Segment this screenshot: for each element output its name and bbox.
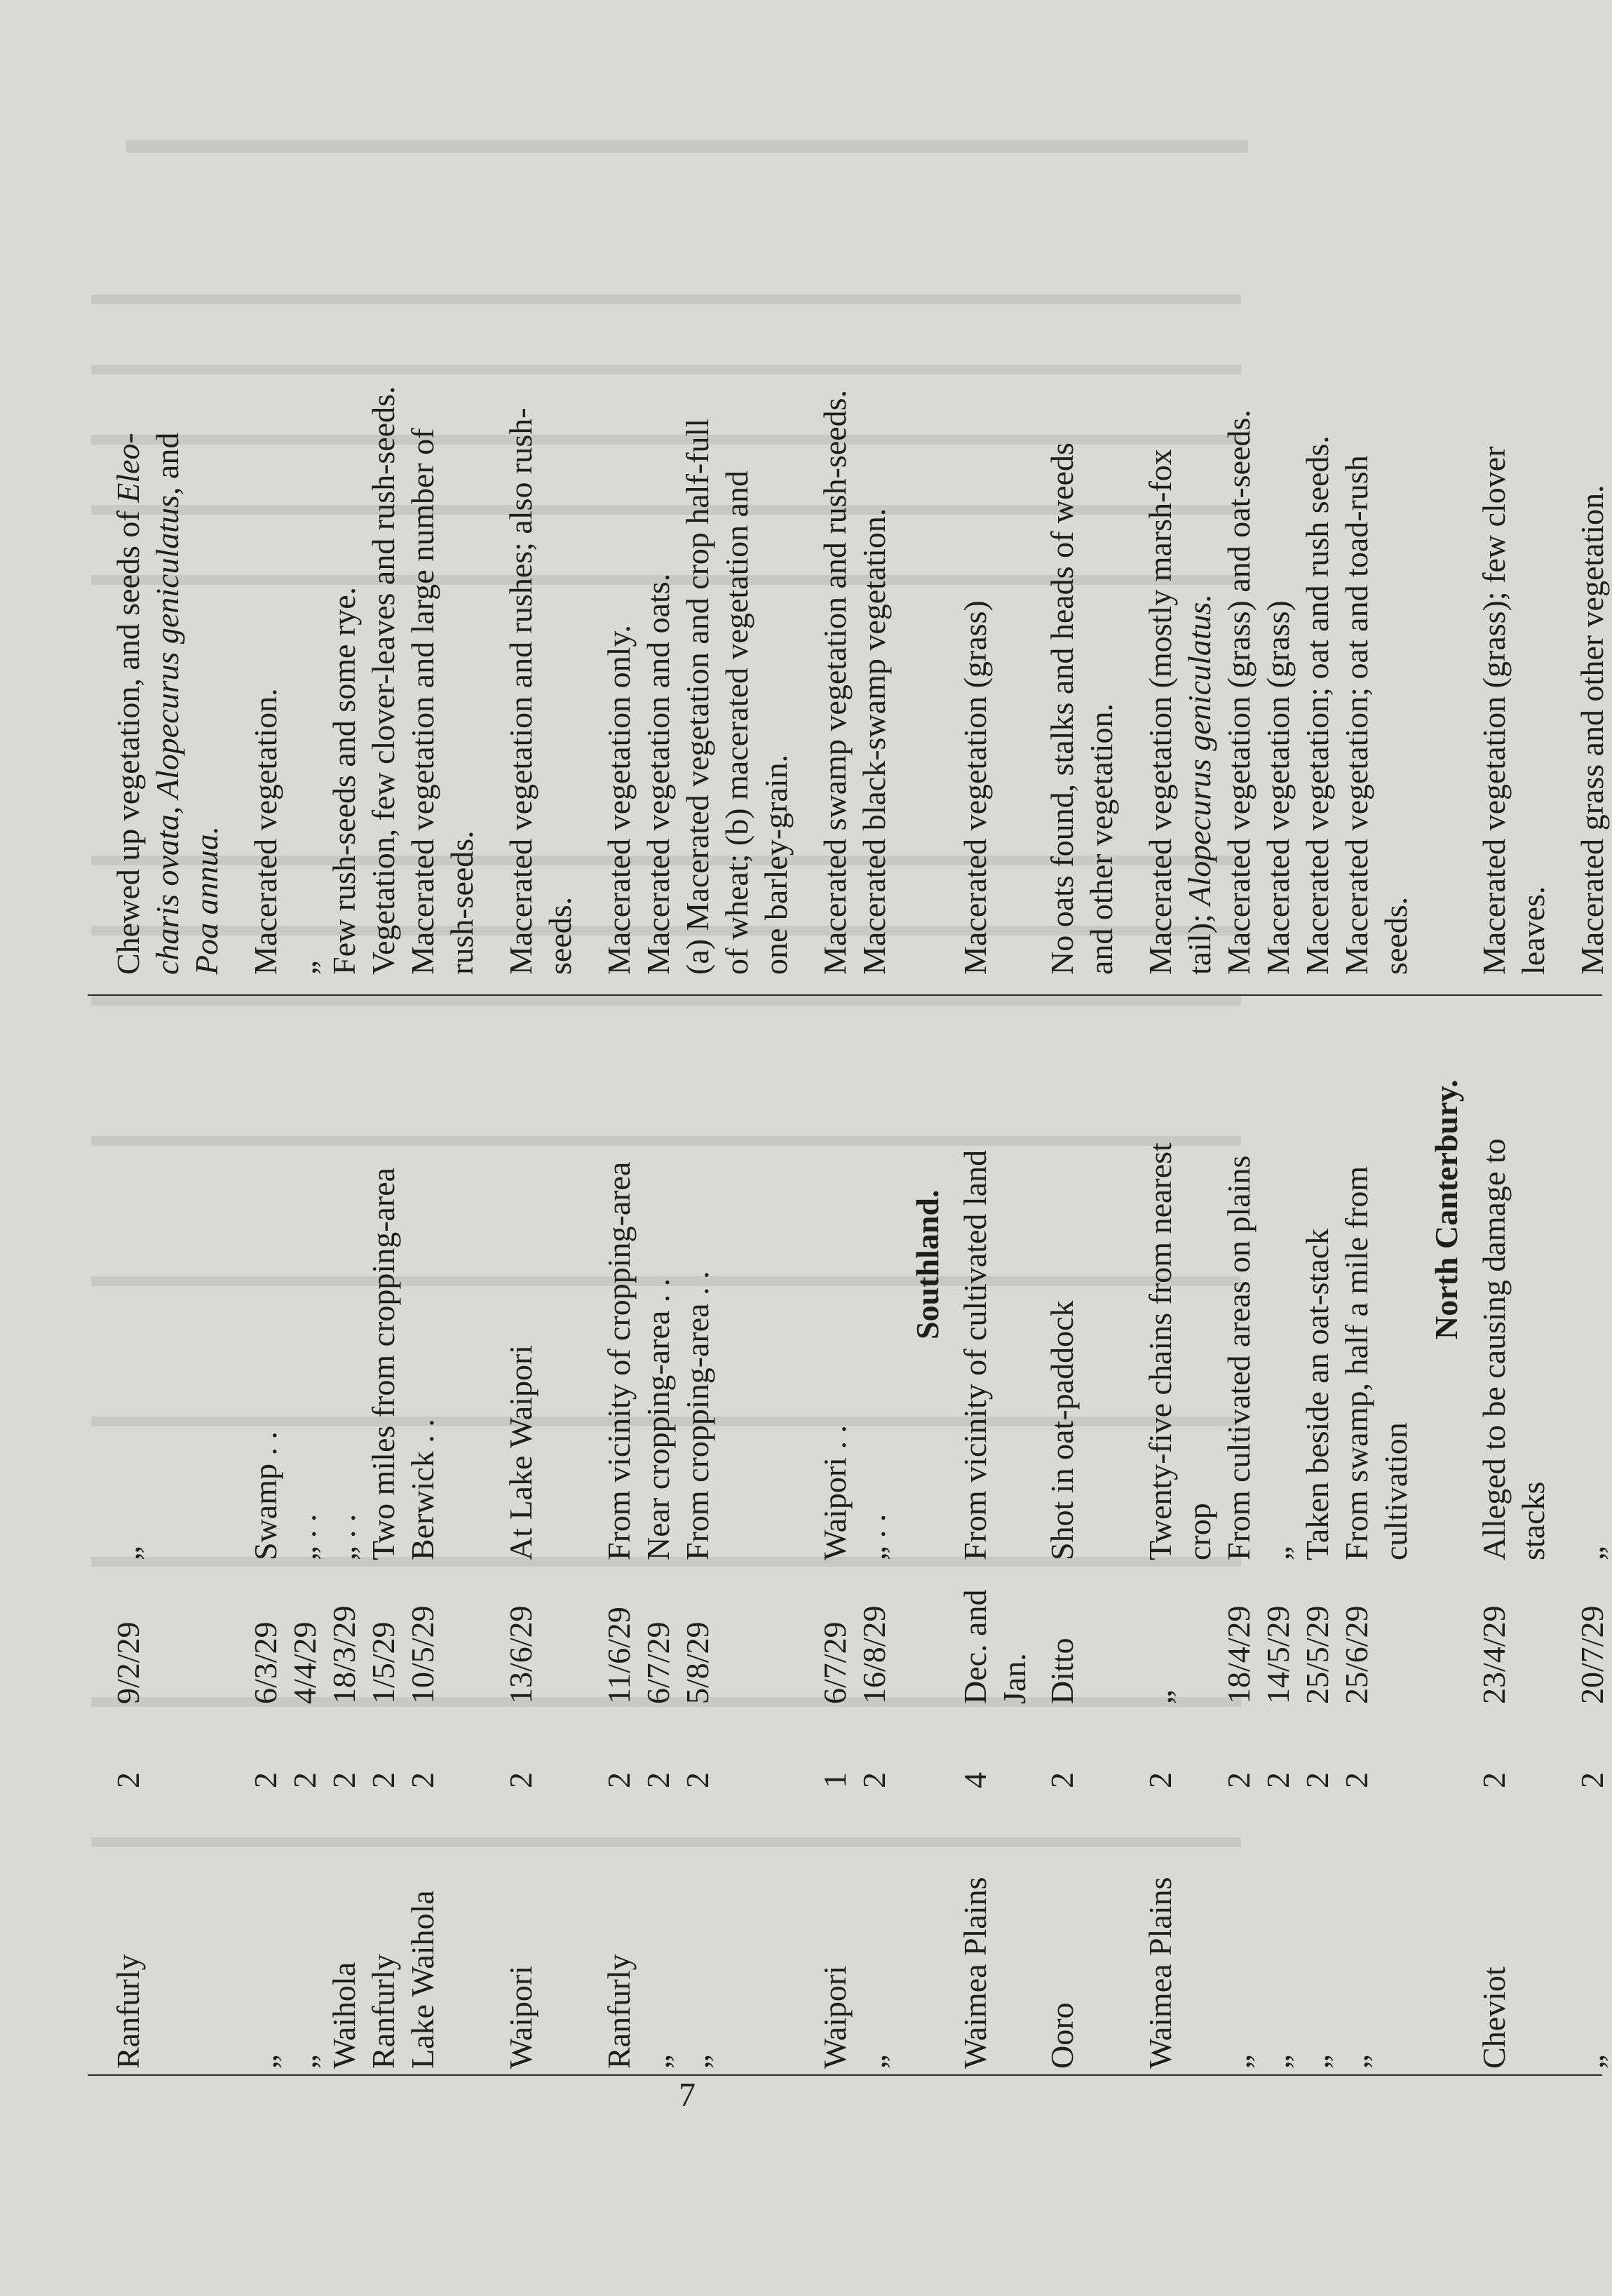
source-cell: Taken beside an oat-stack — [1299, 1228, 1335, 1560]
stomach-text: Macerated grass and other vegetation. — [1574, 485, 1610, 975]
table-row — [1141, 147, 1180, 2069]
stomach-text-italic: Eleo- — [110, 433, 146, 503]
stomach-contents-cell — [187, 826, 226, 975]
stomach-contents-cell — [501, 407, 541, 975]
stomach-text: rush-seeds. — [444, 830, 480, 975]
stomach-contents-cell — [1337, 455, 1376, 975]
stomach-contents-cell — [678, 419, 717, 975]
count-cell: 2 — [365, 1772, 401, 1788]
date-cell: 16/8/29 — [856, 1605, 892, 1704]
source-cell: Two miles from cropping-area — [365, 1167, 401, 1560]
stomach-text: Macerated black-swamp vegetation. — [856, 508, 892, 975]
stomach-contents-cell — [1219, 410, 1259, 975]
count-cell: 2 — [1221, 1772, 1257, 1788]
date-cell: 5/8/29 — [679, 1621, 715, 1704]
date-cell: 6/7/29 — [640, 1621, 676, 1704]
stomach-contents-cell — [442, 830, 482, 975]
locality-cell: „ — [248, 2054, 283, 2069]
stomach-text: Macerated vegetation; oat and rush seeds. — [1299, 435, 1335, 975]
table-row — [1180, 147, 1219, 2069]
stomach-contents-cell — [1298, 435, 1337, 975]
locality-cell: Waimea Plains — [957, 1877, 993, 2069]
stomach-text: charis ovata, Alopecurus geniculatus, — [149, 487, 185, 975]
table-row — [1298, 147, 1337, 2069]
count-cell: 2 — [1476, 1772, 1512, 1788]
date-cell: „ — [1142, 1689, 1178, 1704]
date-cell: 11/6/29 — [601, 1607, 637, 1704]
stomach-text: Macerated vegetation (grass) — [957, 600, 993, 975]
table-row — [1043, 147, 1082, 2069]
count-cell: 2 — [1574, 1772, 1610, 1788]
stomach-text: Macerated vegetation (grass) and oat-seeds. — [1221, 410, 1257, 975]
count-cell: 2 — [1339, 1772, 1374, 1788]
stomach-text: Macerated vegetation and oats. — [640, 573, 676, 975]
stomach-contents-cell — [148, 433, 187, 975]
count-cell: 2 — [640, 1772, 676, 1788]
table-row — [364, 147, 403, 2069]
count-cell: 2 — [248, 1772, 283, 1788]
stomach-contents-cell — [1573, 485, 1612, 975]
stomach-text: leaves. — [1515, 886, 1551, 975]
table-row — [1337, 147, 1376, 2069]
source-cell: Berwick . . — [405, 1419, 440, 1560]
date-cell: 9/2/29 — [110, 1621, 146, 1704]
stomach-contents-cell — [541, 897, 580, 975]
count-cell: 2 — [1299, 1772, 1335, 1788]
stomach-text: Macerated vegetation and large number of — [405, 428, 440, 975]
count-cell: 2 — [1260, 1772, 1296, 1788]
stomach-text-italic: Alopecurus geniculatus. — [1181, 594, 1217, 906]
stomach-contents-cell — [1082, 703, 1121, 975]
date-cell: Ditto — [1044, 1637, 1080, 1704]
locality-cell: „ — [1221, 2054, 1257, 2069]
count-cell: 2 — [287, 1772, 323, 1788]
date-cell: 10/5/29 — [405, 1605, 440, 1704]
count-cell: 1 — [817, 1772, 853, 1788]
date-cell: 6/7/29 — [817, 1621, 853, 1704]
date-cell: 23/4/29 — [1476, 1605, 1512, 1704]
table-row — [956, 147, 995, 2069]
locality-cell: Cheviot — [1476, 1966, 1512, 2069]
section-heading-southland: Southland. — [909, 1189, 945, 1339]
locality-cell: Ranfurly — [365, 1954, 401, 2069]
table-row — [717, 147, 757, 2069]
locality-cell: Waipori — [503, 1965, 539, 2069]
table-row — [1259, 147, 1298, 2069]
source-cell: From cropping-area . . — [679, 1271, 715, 1560]
stomach-contents-cell — [1475, 446, 1514, 975]
source-cell: „ . . — [287, 1513, 323, 1560]
stomach-text: Macerated vegetation; oat and toad-rush — [1339, 455, 1374, 975]
stomach-text: one barley-grain. — [758, 754, 794, 975]
stomach-text: Vegetation, few clover-leaves and rush-seeds. — [365, 386, 401, 975]
locality-cell: „ — [287, 2054, 323, 2069]
locality-cell: „ — [1299, 2054, 1335, 2069]
stomach-contents-cell — [364, 386, 403, 975]
stomach-text: (a) Macerated vegetation and crop half-full — [679, 418, 715, 975]
stomach-text: Macerated vegetation (mostly marsh-fox — [1142, 449, 1178, 975]
stomach-contents-cell — [815, 390, 855, 975]
source-cell: From vicinity of cropping-area — [601, 1161, 637, 1560]
stomach-contents-cell — [600, 625, 639, 975]
source-cell: „ — [1574, 1546, 1610, 1560]
table-row — [1082, 147, 1121, 2069]
locality-cell: Waihola — [326, 1961, 362, 2069]
table-row — [109, 147, 148, 2069]
section-heading-north-canterbury: North Canterbury. — [1428, 1079, 1464, 1339]
rule-left — [88, 2074, 1602, 2076]
locality-cell: Waimea Plains — [1142, 1877, 1178, 2069]
source-cell: „ — [1260, 1546, 1296, 1560]
table-row — [1514, 147, 1553, 2069]
source-cell: „ . . — [326, 1513, 362, 1560]
stomach-contents-cell — [956, 600, 995, 975]
source-cell: Twenty-five chains from nearest — [1142, 1142, 1178, 1560]
rule-right — [88, 994, 1602, 996]
source-cell: Near cropping-area . . — [640, 1278, 676, 1560]
table-row — [541, 147, 580, 2069]
source-cell: At Lake Waipori — [503, 1344, 539, 1560]
table-row — [678, 147, 717, 2069]
date-cell: Jan. — [996, 1653, 1032, 1704]
date-cell: 13/6/29 — [503, 1605, 539, 1704]
source-cell: „ . . — [856, 1513, 892, 1560]
stomach-contents-cell — [403, 428, 442, 975]
locality-cell: „ — [1339, 2054, 1374, 2069]
locality-cell: „ — [640, 2054, 676, 2069]
table-row — [442, 147, 482, 2069]
rotated-table — [109, 147, 1610, 2069]
stomach-contents-cell — [109, 433, 148, 975]
table-row — [855, 147, 894, 2069]
count-cell: 2 — [601, 1772, 637, 1788]
stomach-contents-cell — [1180, 594, 1219, 975]
table-row — [246, 147, 285, 2069]
table-row — [285, 147, 325, 2069]
locality-cell: Lake Waihola — [405, 1890, 440, 2069]
locality-cell: „ — [1260, 2054, 1296, 2069]
stomach-text: „ — [287, 960, 323, 975]
stomach-text: Chewed up vegetation, and seeds of — [110, 502, 146, 975]
locality-cell: Ooro — [1044, 2002, 1080, 2069]
count-cell: 2 — [405, 1772, 440, 1788]
stomach-text: Macerated vegetation (grass); few clover — [1476, 446, 1512, 975]
date-cell: 6/3/29 — [248, 1621, 283, 1704]
table-row — [501, 147, 541, 2069]
count-cell: 2 — [679, 1772, 715, 1788]
count-cell: 4 — [957, 1772, 993, 1788]
date-cell: 25/5/29 — [1299, 1605, 1335, 1704]
locality-cell: Ranfurly — [601, 1954, 637, 2069]
source-cell: From cultivated areas on plains — [1221, 1155, 1257, 1560]
source-cell: From swamp, half a mile from — [1339, 1166, 1374, 1560]
stomach-contents-cell — [1043, 443, 1082, 975]
table-row — [1219, 147, 1259, 2069]
count-cell: 2 — [503, 1772, 539, 1788]
table-row — [148, 147, 187, 2069]
stomach-text: of wheat; (b) macerated vegetation and — [719, 470, 754, 975]
stomach-contents-cell — [1141, 449, 1180, 975]
stomach-text: Poa annua. — [189, 825, 224, 975]
source-cell: Waipori . . — [817, 1424, 853, 1560]
count-cell: 2 — [1142, 1772, 1178, 1788]
stomach-contents-cell — [285, 961, 325, 975]
table-row — [600, 147, 639, 2069]
date-cell: 18/4/29 — [1221, 1605, 1257, 1704]
stomach-contents-cell — [1259, 600, 1298, 975]
stomach-text: tail); — [1181, 905, 1217, 975]
stomach-text-italic: and — [149, 432, 185, 487]
stomach-contents-cell — [325, 587, 364, 975]
table-row — [1475, 147, 1514, 2069]
stomach-contents-cell — [639, 574, 678, 975]
stomach-text: Macerated vegetation. — [248, 688, 283, 975]
locality-cell: „ — [1574, 2054, 1610, 2069]
count-cell: 2 — [1044, 1772, 1080, 1788]
date-cell: 1/5/29 — [365, 1621, 401, 1704]
count-cell: 2 — [326, 1772, 362, 1788]
table-row — [1573, 147, 1612, 2069]
count-cell: 2 — [856, 1772, 892, 1788]
stomach-contents-cell — [246, 688, 285, 975]
stomach-contents-cell — [757, 755, 796, 975]
stomach-contents-cell — [1514, 886, 1553, 975]
locality-cell: Ranfurly — [110, 1954, 146, 2069]
source-cell: crop — [1181, 1503, 1217, 1560]
stomach-text: Macerated swamp vegetation and rush-seeds. — [817, 389, 853, 975]
stomach-text: seeds. — [542, 896, 578, 975]
source-cell: Alleged to be causing damage to — [1476, 1138, 1512, 1560]
source-cell: Swamp . . — [248, 1431, 283, 1560]
stomach-text: Macerated vegetation only. — [601, 625, 637, 975]
date-cell: 18/3/29 — [326, 1605, 362, 1704]
stomach-text: seeds. — [1378, 896, 1414, 975]
source-cell: stacks — [1515, 1481, 1551, 1560]
source-cell: „ — [110, 1546, 146, 1560]
stomach-text: and other vegetation. — [1083, 703, 1119, 975]
locality-cell: Waipori — [817, 1965, 853, 2069]
source-cell: From vicinity of cultivated land — [957, 1149, 993, 1560]
date-cell: 20/7/29 — [1574, 1605, 1610, 1704]
table-row — [815, 147, 855, 2069]
source-cell: cultivation — [1378, 1422, 1414, 1560]
stomach-contents-cell — [717, 471, 757, 975]
table-row — [403, 147, 442, 2069]
table-row — [757, 147, 796, 2069]
source-cell: Shot in oat-paddock — [1044, 1300, 1080, 1560]
stomach-text: Few rush-seeds and some rye. — [326, 586, 362, 975]
date-cell: 25/6/29 — [1339, 1605, 1374, 1704]
table-row — [187, 147, 226, 2069]
page-number: 7 — [679, 2076, 696, 2114]
table-row — [1376, 147, 1416, 2069]
table-row — [639, 147, 678, 2069]
table-row — [995, 147, 1034, 2069]
date-cell: Dec. and — [957, 1589, 993, 1704]
table-row — [325, 147, 364, 2069]
locality-cell: „ — [679, 2054, 715, 2069]
stomach-contents-cell — [1376, 897, 1416, 975]
stomach-text: Macerated vegetation and rushes; also rush- — [503, 407, 539, 975]
locality-cell: „ — [856, 2054, 892, 2069]
date-cell: 4/4/29 — [287, 1621, 323, 1704]
stomach-text: Macerated vegetation (grass) — [1260, 600, 1296, 975]
stomach-contents-cell — [855, 508, 894, 975]
stomach-text: No oats found, stalks and heads of weeds — [1044, 443, 1080, 975]
count-cell: 2 — [110, 1772, 146, 1788]
date-cell: 14/5/29 — [1260, 1605, 1296, 1704]
